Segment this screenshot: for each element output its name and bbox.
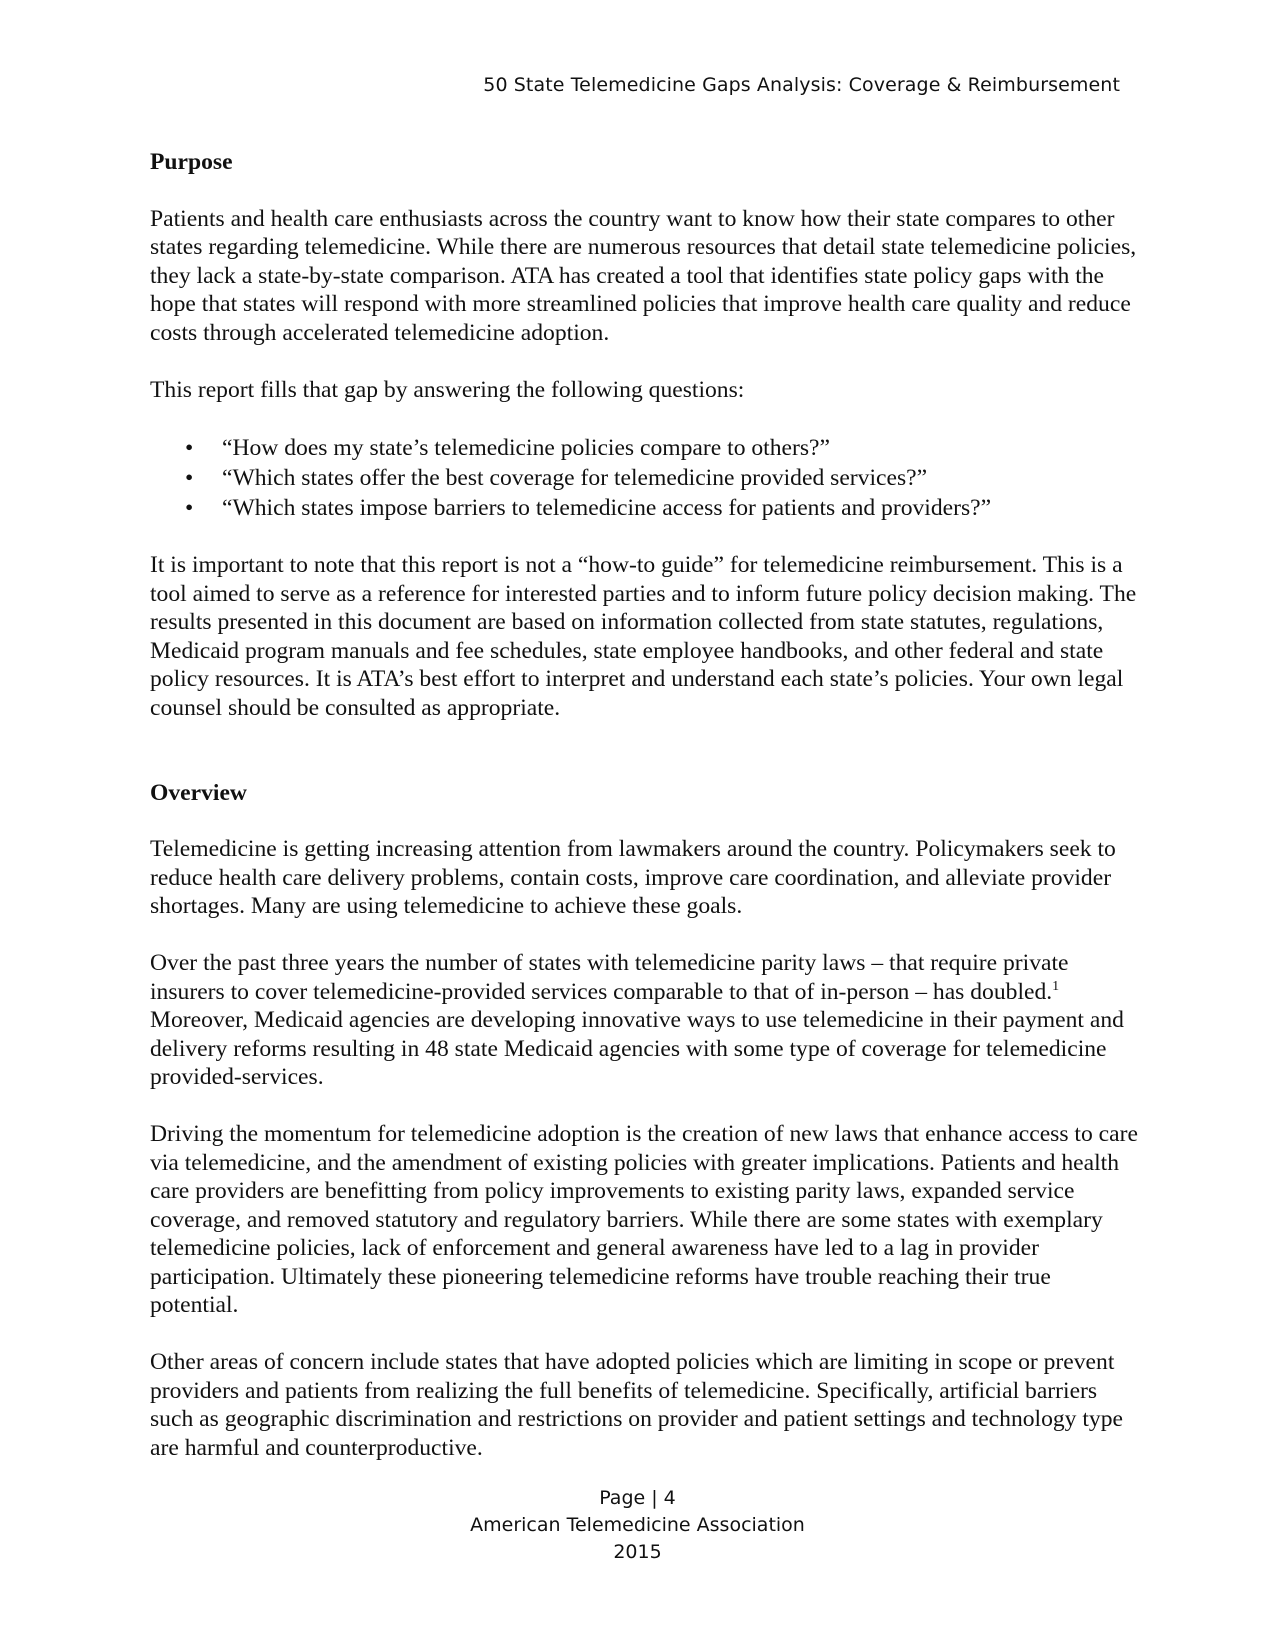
page-footer bbox=[0, 1485, 1275, 1566]
purpose-paragraph-2: This report fills that gap by answering the following questions: bbox=[150, 376, 745, 403]
bullet-icon: • bbox=[185, 494, 194, 521]
list-item bbox=[150, 433, 1140, 463]
overview-paragraph-3: Driving the momentum for telemedicine adoption is the creation of new laws that enhance access to care via telemedicine, and the amendment of existing policies with greater implications. Patients and health care providers are benefitting from policy improvements to existing parity laws, expanded service coverage, and removed statutory and regulatory barriers. While there are some states with exemplary telemedicine policies, lack of enforcement and general awareness have led to a lag in provider participation. Ultimately these pioneering telemedicine reforms have trouble reaching their true potential. bbox=[150, 1121, 1138, 1318]
question-text: “Which states impose barriers to telemedicine access for patients and providers?” bbox=[222, 494, 992, 521]
overview-heading: Overview bbox=[150, 779, 247, 806]
section-spacer bbox=[150, 751, 1140, 779]
overview-paragraph-1: Telemedicine is getting increasing attention from lawmakers around the country. Policymakers seek to reduce health care delivery problems, contain costs, improve care coordination, and alleviate provider shortages. Many are using telemedicine to achieve these goals. bbox=[150, 836, 1116, 919]
overview-section bbox=[150, 779, 1140, 1463]
organization-name: American Telemedicine Association bbox=[470, 1514, 805, 1536]
purpose-paragraph-1: Patients and health care enthusiasts across the country want to know how their state compares to other states regarding telemedicine. While there are numerous resources that detail state telemedicine policies, they lack a state-by-state comparison. ATA has created a tool that identifies state policy gaps with the hope that states will respond with more streamlined policies that improve health care quality and reduce costs through accelerated telemedicine adoption. bbox=[150, 205, 1137, 346]
publication-year: 2015 bbox=[613, 1541, 662, 1563]
bullet-icon: • bbox=[185, 464, 194, 491]
list-item bbox=[150, 463, 1140, 493]
page-number: Page | 4 bbox=[599, 1487, 676, 1509]
overview-paragraph-4: Other areas of concern include states that have adopted policies which are limiting in scope or prevent providers and patients from realizing the full benefits of telemedicine. Specifically, artificial barriers such as geographic discrimination and restrictions on provider and patient settings and technology type are harmful and counterproductive. bbox=[150, 1349, 1124, 1461]
purpose-section bbox=[150, 148, 1140, 722]
overview-paragraph-2 bbox=[150, 949, 1140, 1092]
purpose-heading: Purpose bbox=[150, 149, 233, 175]
running-header: 50 State Telemedicine Gaps Analysis: Coverage & Reimbursement bbox=[483, 74, 1120, 96]
bullet-icon: • bbox=[185, 434, 194, 461]
list-item bbox=[150, 493, 1140, 523]
overview-paragraph-2-lead: Over the past three years the number of states with telemedicine parity laws – that require private insurers to cover telemedicine-provided services comparable to that of in-person – has doubled. bbox=[150, 950, 1069, 1005]
overview-paragraph-2-rest: Moreover, Medicaid agencies are developing innovative ways to use telemedicine in their payment and delivery reforms resulting in 48 state Medicaid agencies with some type of coverage for telemedicine provided-services. bbox=[150, 1007, 1124, 1090]
document-body bbox=[150, 148, 1140, 1491]
footnote-reference[interactable]: 1 bbox=[1052, 978, 1060, 994]
question-text: “Which states offer the best coverage for telemedicine provided services?” bbox=[222, 464, 928, 491]
purpose-paragraph-3: It is important to note that this report is not a “how-to guide” for telemedicine reimbursement. This is a tool aimed to serve as a reference for interested parties and to inform future policy decision making. The results presented in this document are based on information collected from state statutes, regulations, Medicaid program manuals and fee schedules, state employee handbooks, and other federal and state policy resources. It is ATA’s best effort to interpret and understand each state’s policies. Your own legal counsel should be consulted as appropriate. bbox=[150, 552, 1137, 721]
question-text: “How does my state’s telemedicine policies compare to others?” bbox=[222, 434, 830, 461]
questions-list bbox=[150, 433, 1140, 523]
